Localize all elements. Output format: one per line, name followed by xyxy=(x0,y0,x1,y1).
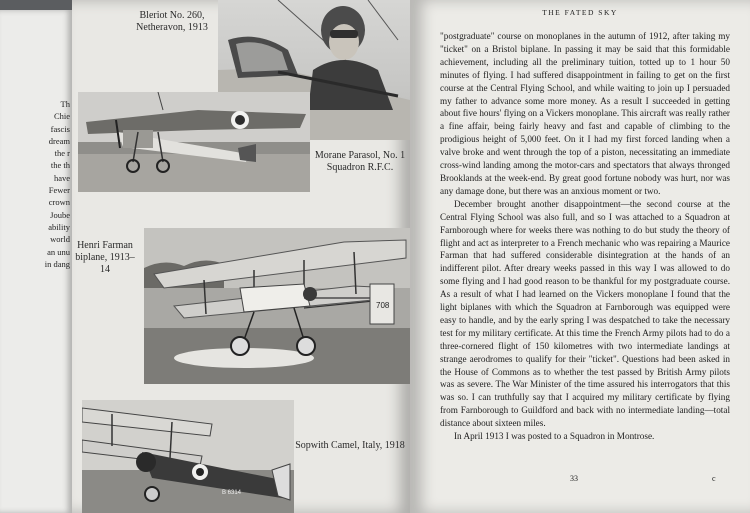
background-book-line: Joube xyxy=(50,209,70,220)
background-book-line: dream xyxy=(48,135,70,146)
photo-sopwith-camel xyxy=(82,400,294,513)
background-book-line: ability xyxy=(48,221,70,232)
photo-henri-farman xyxy=(144,228,410,384)
background-book-line: have xyxy=(53,172,70,183)
paragraph: "postgraduate" course on monoplanes in the autumn of 1912, after taking my "ticket" on a Bristol biplane. In passing it may be said that this formidable achievement, including all the preliminary tuition, totted up to 1 hour 50 minutes of flying. I had suffered disappointment in failing to get on the first course at the Central Flying School, and while waiting to join up I persuaded my father to advance some more money. As a result I succeeded in getting about five hours' flying on a Vickers monoplane. This aircraft was really rather a fine affair, being fairly heavy and fast and capable of climbing to the prodigious height of 5,000 feet. On it I had my first forced landing when a valve broke and went through the top of a piston, necessitating an immediate cross-wind landing among the motor-cars and spectators that always thronged Brooklands at the week-end. By great good fortune nobody was hurt, nor was any damage done, but there was an anxious moment or two. xyxy=(440,31,730,196)
caption-morane-text: Morane Parasol, No. 1 Squadron R.F.C. xyxy=(314,150,406,173)
page-number: 33 xyxy=(570,474,578,483)
signature-mark: c xyxy=(712,474,716,483)
running-head: THE FATED SKY xyxy=(542,8,618,17)
caption-farman-text: Henri Farman biplane, 1913–14 xyxy=(75,240,135,275)
body-text xyxy=(440,30,730,443)
caption-farman xyxy=(72,240,138,276)
paragraph: In April 1913 I was posted to a Squadron in Montrose. xyxy=(454,431,655,442)
left-page-plates xyxy=(72,0,410,513)
background-book-line: the th xyxy=(50,160,70,171)
caption-morane xyxy=(312,150,408,174)
caption-sopwith-text: Sopwith Camel, Italy, 1918 xyxy=(295,440,405,451)
background-book-line: Chie xyxy=(53,111,70,122)
background-book-line: Th xyxy=(60,99,70,109)
paragraph: December brought another disappointment—the second course at the Central Flying School was also full, and so I was attached to a Squadron at Farnborough where for weeks there was nothing to do but study the theory of flight and act as interpreter to a French mechanic who was repairing a Maurice Farman that had suffered considerable disintegration at the hands of an indifferent pilot. After dreary weeks passed in this way I was allowed to do some flying and I had good reason to be thankful for my postgraduate course. As a result of what I had learned on the Vickers monoplane I found that the light biplanes with which the Squadron at Farnborough was equipped were easy to handle, and by the early spring I was despatched to take the necessary test for my military certificate. At this time the French Army pilots had to do a three-cornered flight of 150 kilometres with two intermediate landings at strange aerodromes to qualify for their "ticket". Questions had been asked in the House of Commons as to whether the test passed by British Army pilots was as severe. The War Minister of the time assured his interrogators that this was so. I can truthfully say that I acquired my military certificate by flying from Farnborough to Guildford and back with no intermediate landing—total distance about sixteen miles. xyxy=(440,198,730,429)
camel-serial-marking: B 6314 xyxy=(222,490,242,496)
background-book-line: fascis xyxy=(50,123,70,134)
background-book-line: the r xyxy=(54,148,70,159)
background-book-page xyxy=(0,10,72,513)
right-page-text xyxy=(410,0,750,513)
background-book-line: in dang xyxy=(44,258,70,269)
sopwith-camel-image xyxy=(82,400,294,513)
background-book-line: an unu xyxy=(47,246,70,257)
caption-bleriot-text: Bleriot No. 260, Netheravon, 1913 xyxy=(136,10,208,33)
farman-serial-marking: 708 xyxy=(376,301,390,310)
background-book-line: crown xyxy=(48,197,70,208)
background-book-line: world xyxy=(50,234,70,245)
morane-parasol-image xyxy=(78,92,310,192)
background-book-text xyxy=(30,98,70,270)
caption-bleriot xyxy=(122,10,222,34)
photo-morane-parasol xyxy=(78,92,310,192)
caption-sopwith xyxy=(294,440,406,452)
henri-farman-image xyxy=(144,228,410,384)
background-book-line: Fewer xyxy=(48,185,70,196)
